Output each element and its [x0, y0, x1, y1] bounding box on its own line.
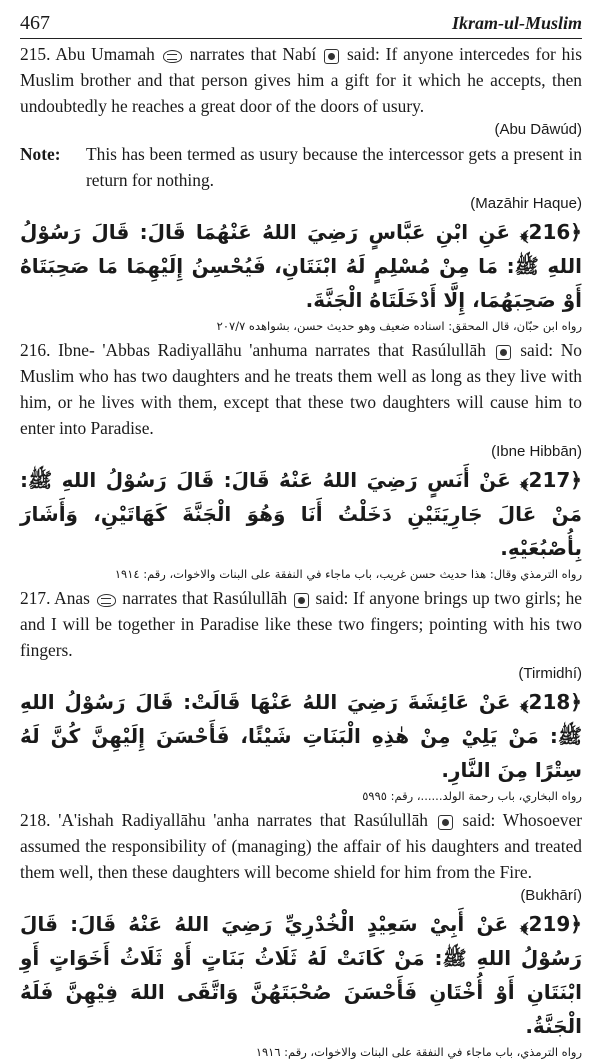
source-reference: (Bukhārí): [520, 887, 582, 904]
honorific-radiyallahu-icon: [163, 50, 182, 63]
hadith-216-translation: [20, 337, 582, 463]
note-label: Note:: [20, 144, 61, 164]
arabic-citation: رواه الترمذي، باب ماجاء في النفقة على البنات والاخوات، رقم: ١٩١٦: [255, 1045, 582, 1059]
translation-text: 215. Abu Umamah narrates that Nabí said: If anyone intercedes for his Muslim brother and that person gives him a gift for it which he accepts, then undoubtedly he reaches a great door of the doors of usury.: [20, 44, 582, 116]
hadith-218-translation: [20, 807, 582, 907]
arabic-citation: رواه الترمذي وقال: هذا حديث حسن غريب، باب ماجاء في النفقة على البنات والاخوات، رقم: ١٩١٤: [114, 567, 582, 581]
arabic-hadith-217: ﴿217﴾ عَنْ أَنَسٍ رَضِيَ اللهُ عَنْهُ قَالَ: قَالَ رَسُوْلُ اللهِ ﷺ: مَنْ عَالَ جَارِيَتَيْنِ دَخَلْتُ أَنَا وَهُوَ الْجَنَّةَ كَهَاتَيْنِ، وَأَشَارَ بِأُصْبُعَيْهِ.: [20, 468, 582, 560]
arabic-citation: رواه البخاري، باب رحمة الولد......، رقم: ٥٩٩٥: [362, 789, 582, 803]
salutation-icon: [294, 593, 309, 608]
salutation-icon: [438, 815, 453, 830]
arabic-hadith-216: ﴿216﴾ عَنِ ابْنِ عَبَّاسٍ رَضِيَ اللهُ عَنْهُمَا قَالَ: قَالَ رَسُوْلُ اللهِ ﷺ: مَا مِنْ مُسْلِمٍ لَهُ ابْنَتَانِ، فَيُحْسِنُ إِلَيْهِمَا مَا صَحِبَتَاهُ أَوْ صَحِبَهُمَا، إِلَّا أَدْخَلَتَاهُ الْجَنَّةَ.: [20, 220, 582, 312]
translation-text: 218. 'A'ishah Radiyallāhu 'anha narrates that Rasúlullāh said: Whosoever assumed the responsibility of (managing) the affair of his daughters and treated them well, then these daughters will become shield for him from the Fire.: [20, 810, 582, 882]
translation-text: 216. Ibne- 'Abbas Radiyallāhu 'anhuma narrates that Rasúlullāh said: No Muslim who has two daughters and he treats them well as long as they live with him, or he lives with them, except that these two daughters will cause him to enter into Paradise.: [20, 340, 582, 438]
arabic-citation: رواه ابن حبّان، قال المحقق: اسناده ضعيف وهو حديث حسن، بشواهده ٢٠٧/٧: [216, 319, 582, 333]
running-header: [20, 6, 582, 39]
note-block: [20, 141, 582, 215]
salutation-icon: [496, 345, 511, 360]
salutation-icon: [324, 49, 339, 64]
source-reference: (Tirmidhí): [518, 665, 582, 682]
page-number: 467: [20, 12, 50, 34]
arabic-hadith-218: ﴿218﴾ عَنْ عَائِشَةَ رَضِيَ اللهُ عَنْهَا قَالَتْ: قَالَ رَسُوْلُ اللهِ ﷺ: مَنْ يَلِيْ مِنْ هٰذِهِ الْبَنَاتِ شَيْئًا، فَأَحْسَنَ إِلَيْهِنَّ كُنَّ لَهُ سِتْرًا مِنَ النَّارِ.: [20, 690, 582, 782]
source-reference: (Ibne Hibbān): [491, 443, 582, 460]
source-reference: (Abu Dāwúd): [494, 121, 582, 138]
arabic-hadith-219: ﴿219﴾ عَنْ أَبِيْ سَعِيْدٍ الْخُدْرِيِّ رَضِيَ اللهُ عَنْهُ قَالَ: قَالَ رَسُوْلُ اللهِ ﷺ: مَنْ كَانَتْ لَهُ ثَلَاثُ بَنَاتٍ أَوْ ثَلَاثُ أَخَوَاتٍ أَوِ ابْنَتَانِ أَوْ أُخْتَانِ فَأَحْسَنَ صُحْبَتَهُنَّ وَاتَّقَى اللهَ فِيْهِنَّ فَلَهُ الْجَنَّةُ.: [20, 912, 582, 1038]
hadith-215-translation: [20, 41, 582, 141]
translation-text: 217. Anas narrates that Rasúlullāh said: If anyone brings up two girls; he and I will be together in Paradise like these two fingers; pointing with his two fingers.: [20, 588, 582, 660]
book-title: Ikram-ul-Muslim: [451, 13, 582, 33]
note-text: This has been termed as usury because the intercessor gets a present in return for nothing.: [86, 144, 582, 190]
source-reference: (Mazāhir Haque): [470, 195, 582, 212]
hadith-217-translation: [20, 585, 582, 685]
honorific-radiyallahu-icon: [97, 594, 116, 607]
